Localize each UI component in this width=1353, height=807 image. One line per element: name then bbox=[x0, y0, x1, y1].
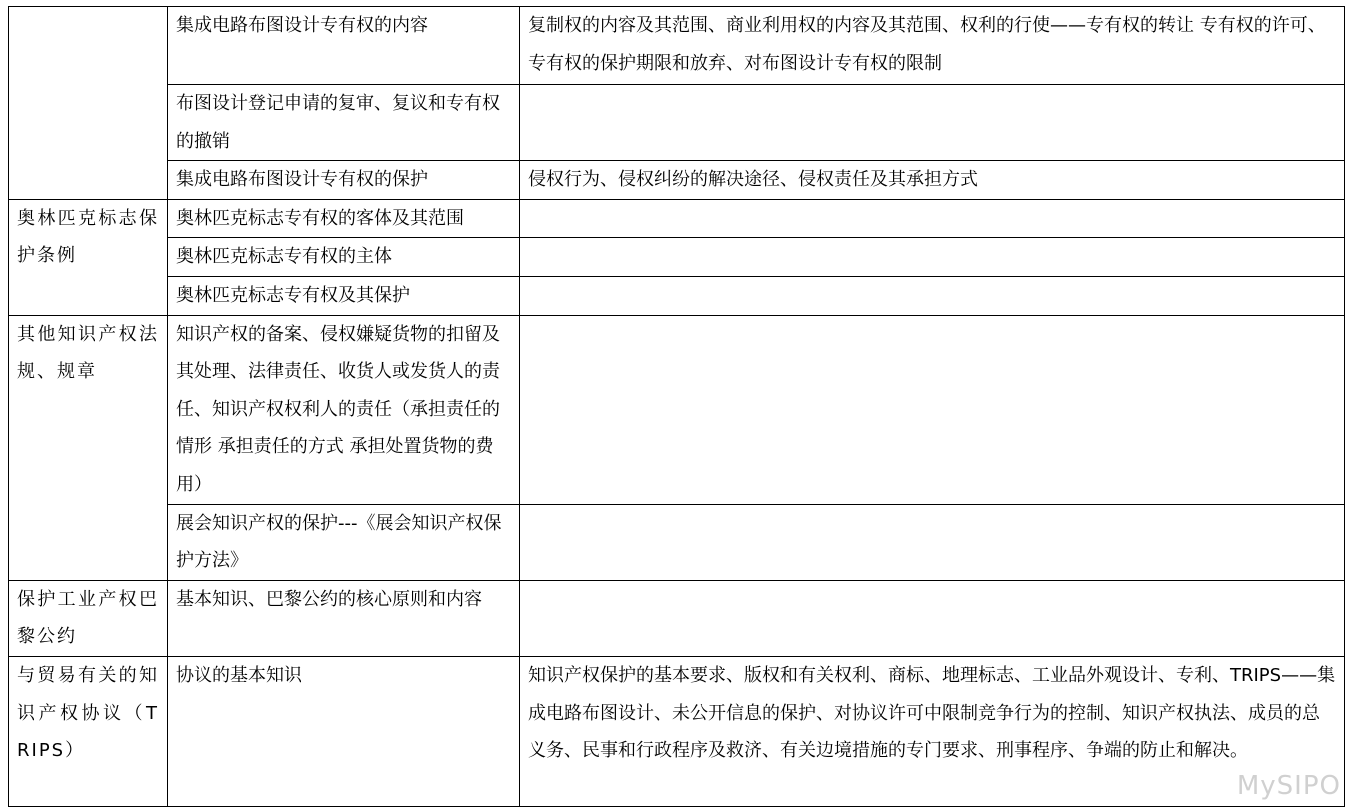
category-cell bbox=[9, 7, 168, 200]
detail-cell bbox=[520, 315, 1345, 504]
category-cell: 奥林匹克标志保护条例 bbox=[9, 199, 168, 315]
table-row bbox=[9, 504, 1345, 580]
table-row bbox=[9, 7, 1345, 85]
detail-cell bbox=[520, 85, 1345, 161]
topic-cell: 基本知识、巴黎公约的核心原则和内容 bbox=[168, 580, 520, 656]
watermark-logo: MySIPO bbox=[1236, 771, 1341, 801]
table-row bbox=[9, 315, 1345, 504]
detail-cell bbox=[520, 238, 1345, 277]
topic-cell: 集成电路布图设计专有权的内容 bbox=[168, 7, 520, 85]
table-row bbox=[9, 199, 1345, 238]
topic-cell: 奥林匹克标志专有权的客体及其范围 bbox=[168, 199, 520, 238]
detail-cell: 复制权的内容及其范围、商业利用权的内容及其范围、权利的行使——专有权的转让 专有权的许可、专有权的保护期限和放弃、对布图设计专有权的限制 bbox=[520, 7, 1345, 85]
topic-cell: 知识产权的备案、侵权嫌疑货物的扣留及其处理、法律责任、收货人或发货人的责任、知识产权权利人的责任（承担责任的情形 承担责任的方式 承担处置货物的费用） bbox=[168, 315, 520, 504]
topic-cell: 展会知识产权的保护---《展会知识产权保护方法》 bbox=[168, 504, 520, 580]
detail-cell bbox=[520, 276, 1345, 315]
category-cell: 其他知识产权法规、规章 bbox=[9, 315, 168, 580]
table-row bbox=[9, 161, 1345, 200]
table-row bbox=[9, 656, 1345, 806]
detail-cell bbox=[520, 199, 1345, 238]
table-row bbox=[9, 85, 1345, 161]
topic-cell: 奥林匹克标志专有权的主体 bbox=[168, 238, 520, 277]
table-row bbox=[9, 580, 1345, 656]
detail-cell: 侵权行为、侵权纠纷的解决途径、侵权责任及其承担方式 bbox=[520, 161, 1345, 200]
syllabus-table bbox=[8, 6, 1345, 807]
topic-cell: 集成电路布图设计专有权的保护 bbox=[168, 161, 520, 200]
detail-cell bbox=[520, 580, 1345, 656]
topic-cell: 协议的基本知识 bbox=[168, 656, 520, 806]
detail-cell: 知识产权保护的基本要求、版权和有关权利、商标、地理标志、工业品外观设计、专利、TRIPS——集成电路布图设计、未公开信息的保护、对协议许可中限制竞争行为的控制、知识产权执法、成员的总义务、民事和行政程序及救济、有关边境措施的专门要求、刑事程序、争端的防止和解决。 bbox=[520, 656, 1345, 806]
topic-cell: 奥林匹克标志专有权及其保护 bbox=[168, 276, 520, 315]
topic-cell: 布图设计登记申请的复审、复议和专有权的撤销 bbox=[168, 85, 520, 161]
table-row bbox=[9, 238, 1345, 277]
category-cell: 保护工业产权巴黎公约 bbox=[9, 580, 168, 656]
table-row bbox=[9, 276, 1345, 315]
category-cell: 与贸易有关的知识产权协议（TRIPS） bbox=[9, 656, 168, 806]
detail-cell bbox=[520, 504, 1345, 580]
